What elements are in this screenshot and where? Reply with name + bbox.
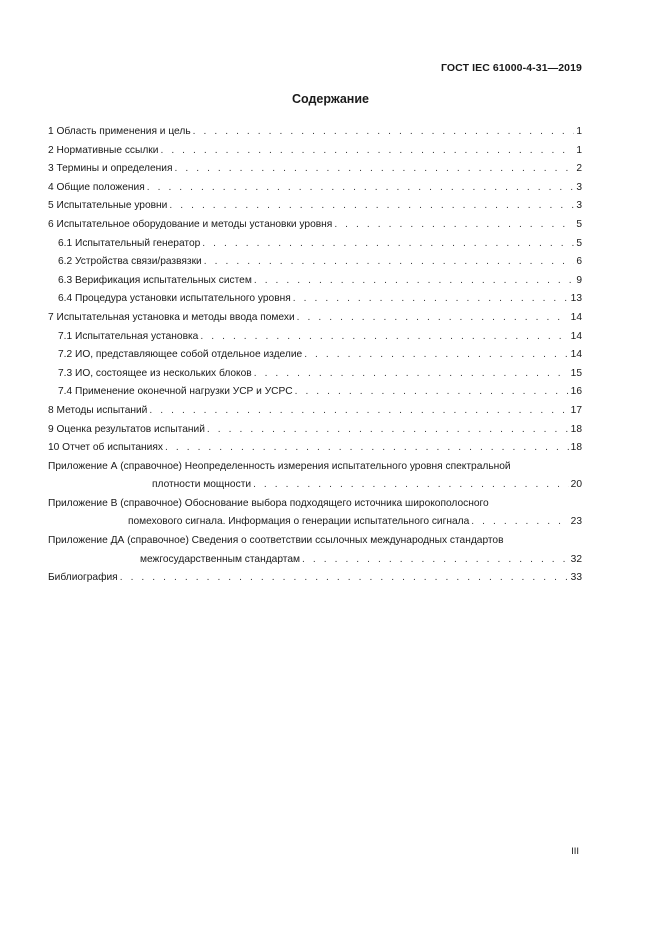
toc-entry-label: 5 Испытательные уровни [48,200,168,212]
toc-entry-page: 17 [570,404,582,416]
toc-entry-page: 33 [570,572,582,584]
document-code: ГОСТ IEC 61000-4-31—2019 [440,62,582,74]
dot-leader [297,309,569,328]
toc-entry-label: 6.2 Устройства связи/развязки [58,256,202,268]
toc-entry[interactable] [48,216,582,235]
toc-entry[interactable] [48,383,582,402]
toc-entry[interactable] [48,402,582,421]
toc-entry-page: 32 [570,553,582,565]
toc-entry-page: 18 [570,423,582,435]
toc-appendix-entry[interactable] [48,495,582,532]
toc-entry[interactable] [48,421,582,440]
dot-leader [169,197,574,216]
toc-entry[interactable] [48,179,582,198]
toc-entry-label: 6.1 Испытательный генератор [58,237,201,249]
toc-entry-page: 1 [576,144,582,156]
toc-entry-label: Библиография [48,572,118,584]
toc-entry-page: 5 [576,237,582,249]
toc-appendix-entry[interactable] [48,532,582,569]
toc-entry-label: 6.3 Верификация испытательных систем [58,274,252,286]
toc-entry-page: 23 [570,516,582,528]
appendix-title-line: Приложение В (справочное) Обоснование выбора подходящего источника широкополосного [48,497,489,509]
dot-leader [200,328,568,347]
appendix-title-line: Приложение А (справочное) Неопределенность измерения испытательного уровня спектральной [48,460,511,472]
toc-entry-label: 6 Испытательное оборудование и методы установки уровня [48,218,333,230]
toc-title: Содержание [291,92,369,106]
toc-entry-page: 14 [570,311,582,323]
toc-entry-label: 4 Общие положения [48,181,145,193]
toc-entry-page: 18 [570,442,582,454]
toc-entry-label: 10 Отчет об испытаниях [48,442,163,454]
toc-entry[interactable] [48,160,582,179]
table-of-contents [48,123,582,588]
dot-leader [193,123,575,142]
toc-entry-page: 14 [570,349,582,361]
toc-entry-page: 5 [576,218,582,230]
dot-leader [207,421,569,440]
appendix-title-continuation: межгосударственным стандартам [140,553,300,565]
toc-entry[interactable] [48,235,582,254]
dot-leader [120,569,569,588]
toc-entry-page: 14 [570,330,582,342]
toc-entry-label: 7.1 Испытательная установка [58,330,199,342]
appendix-title-continuation: плотности мощности [152,479,252,491]
toc-entry-page: 2 [576,163,582,175]
toc-entry[interactable] [48,197,582,216]
dot-leader [254,272,575,291]
toc-entry[interactable] [48,309,582,328]
toc-entry[interactable] [48,290,582,309]
toc-entry-page: 13 [570,293,582,305]
toc-entry-label: 6.4 Процедура установки испытательного уровня [58,293,291,305]
dot-leader [204,253,575,272]
dot-leader [254,365,569,384]
toc-entry[interactable] [48,328,582,347]
toc-entry-label: 7.3 ИО, состоящее из нескольких блоков [58,367,252,379]
toc-entry-label: 8 Методы испытаний [48,404,148,416]
toc-entry[interactable] [48,142,582,161]
toc-entry-label: 2 Нормативные ссылки [48,144,159,156]
dot-leader [165,439,569,458]
toc-entry-label: 7.4 Применение оконечной нагрузки УСР и УСРС [58,386,293,398]
toc-entry-label: 7.2 ИО, представляющее собой отдельное изделие [58,349,303,361]
toc-appendix-entry[interactable] [48,458,582,495]
toc-entry[interactable] [48,439,582,458]
toc-entry-label: 7 Испытательная установка и методы ввода помехи [48,311,295,323]
toc-entry-page: 20 [570,479,582,491]
toc-entry[interactable] [48,253,582,272]
dot-leader [304,346,568,365]
toc-entry-label: 1 Область применения и цель [48,126,191,137]
dot-leader [149,402,568,421]
toc-entry-page: 3 [576,181,582,193]
dot-leader [471,513,568,532]
dot-leader [147,179,575,198]
toc-entry-page: 9 [576,274,582,286]
dot-leader [174,160,574,179]
dot-leader [334,216,574,235]
toc-entry[interactable] [48,346,582,365]
toc-entry-page: 15 [570,367,582,379]
toc-entry-page: 6 [576,256,582,268]
toc-bibliography[interactable] [48,569,582,588]
toc-entry[interactable] [48,365,582,384]
dot-leader [253,476,569,495]
dot-leader [293,290,569,309]
toc-entry-page: 1 [576,126,582,137]
dot-leader [202,235,574,254]
dot-leader [295,383,569,402]
toc-entry-label: 3 Термины и определения [48,163,173,175]
page-number: III [571,846,579,857]
appendix-title-continuation: помехового сигнала. Информация о генерации испытательного сигнала [128,516,470,528]
dot-leader [302,551,569,570]
appendix-title-line: Приложение ДА (справочное) Сведения о соответствии ссылочных международных стандартов [48,535,504,547]
toc-entry-label: 9 Оценка результатов испытаний [48,423,205,435]
toc-entry-page: 3 [576,200,582,212]
toc-entry-page: 16 [570,386,582,398]
toc-entry[interactable] [48,272,582,291]
dot-leader [160,142,574,161]
toc-entry[interactable] [48,123,582,142]
